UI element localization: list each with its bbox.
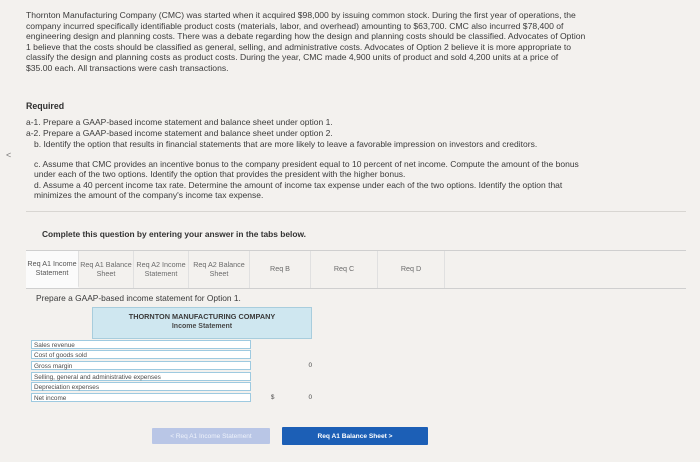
divider bbox=[26, 211, 686, 212]
table-row bbox=[31, 339, 315, 350]
required-item-c: c. Assume that CMC provides an incentive bonus to the company president equal to 10 percent of net income. Compute the amount of the bonus under each of the two options. Identify the option that provides the president with the higher bonus. bbox=[34, 159, 579, 179]
prev-tab-button[interactable]: < Req A1 Income Statement bbox=[152, 428, 270, 444]
tab-req-a1-balance-sheet[interactable]: Req A1 Balance Sheet bbox=[79, 251, 134, 288]
net-income-value: 0 bbox=[308, 393, 312, 401]
row-label-cost-of-goods-sold[interactable]: Cost of goods sold bbox=[31, 350, 251, 359]
required-heading: Required bbox=[26, 101, 65, 111]
tab-req-d[interactable]: Req D bbox=[378, 251, 445, 288]
row-label-gross-margin[interactable]: Gross margin bbox=[31, 361, 251, 370]
table-row bbox=[31, 371, 315, 382]
amount-gross-margin: 0 bbox=[308, 361, 312, 369]
tab-req-b[interactable]: Req B bbox=[250, 251, 311, 288]
row-label-depreciation-expenses[interactable]: Depreciation expenses bbox=[31, 382, 251, 391]
table-row bbox=[31, 350, 315, 361]
net-income-dollar-sign: $ bbox=[270, 393, 275, 401]
problem-text: Thornton Manufacturing Company (CMC) was started when it acquired $98,000 by issuing common stock. During the first year of operations, the company incurred specifically identifiable product costs (materials, labor, and overhead) amounting to $63,700. CMC also incurred $78,400 of engineering design and planning costs. There was a debate regarding how the design and planning costs should be classified. Advocates of Option 1 believe that the costs should be classified as general, selling, and administrative costs. Advocates of Option 2 believe it is more appropriate to classify the design and planning costs as product costs. During the year, CMC made 4,900 units of product and sold 4,200 units at a price of $35.00 each. All transactions were cash transactions. bbox=[26, 10, 586, 73]
row-label-sales-revenue[interactable]: Sales revenue bbox=[31, 340, 251, 349]
tab-req-a1-income-statement[interactable]: Req A1 Income Statement bbox=[26, 251, 79, 288]
required-item-d: d. Assume a 40 percent income tax rate. Determine the amount of income tax expense under each of the two options. Identify the option that minimizes the amount of the company's income tax expense. bbox=[34, 180, 563, 200]
company-name: THORNTON MANUFACTURING COMPANY bbox=[128, 312, 276, 321]
next-tab-button[interactable]: Req A1 Balance Sheet > bbox=[282, 427, 428, 445]
row-label-net-income[interactable]: Net income bbox=[31, 393, 251, 402]
row-label-sga-expenses[interactable]: Selling, general and administrative expenses bbox=[31, 372, 251, 381]
required-item-a1: a-1. Prepare a GAAP-based income statement and balance sheet under option 1. bbox=[26, 117, 333, 127]
table-row bbox=[31, 360, 315, 371]
statement-header bbox=[92, 307, 312, 339]
complete-instructions: Complete this question by entering your answer in the tabs below. bbox=[42, 229, 307, 239]
task-instruction: Prepare a GAAP-based income statement for Option 1. bbox=[36, 293, 241, 303]
required-item-b: b. Identify the option that results in financial statements that are more likely to leave a favorable impression on investors and creditors. bbox=[34, 139, 538, 149]
table-row bbox=[31, 381, 315, 392]
required-item-a2: a-2. Prepare a GAAP-based income statement and balance sheet under option 2. bbox=[26, 128, 333, 138]
requirement-tabs bbox=[26, 250, 686, 289]
left-edge-marker: < bbox=[6, 150, 12, 160]
statement-title: Income Statement bbox=[171, 323, 233, 330]
tab-req-a2-balance-sheet[interactable]: Req A2 Balance Sheet bbox=[189, 251, 250, 288]
amount-net-income bbox=[251, 394, 315, 401]
income-statement-table bbox=[31, 339, 315, 403]
tab-req-a2-income-statement[interactable]: Req A2 Income Statement bbox=[134, 251, 189, 288]
table-row bbox=[31, 392, 315, 403]
tab-req-c[interactable]: Req C bbox=[311, 251, 378, 288]
